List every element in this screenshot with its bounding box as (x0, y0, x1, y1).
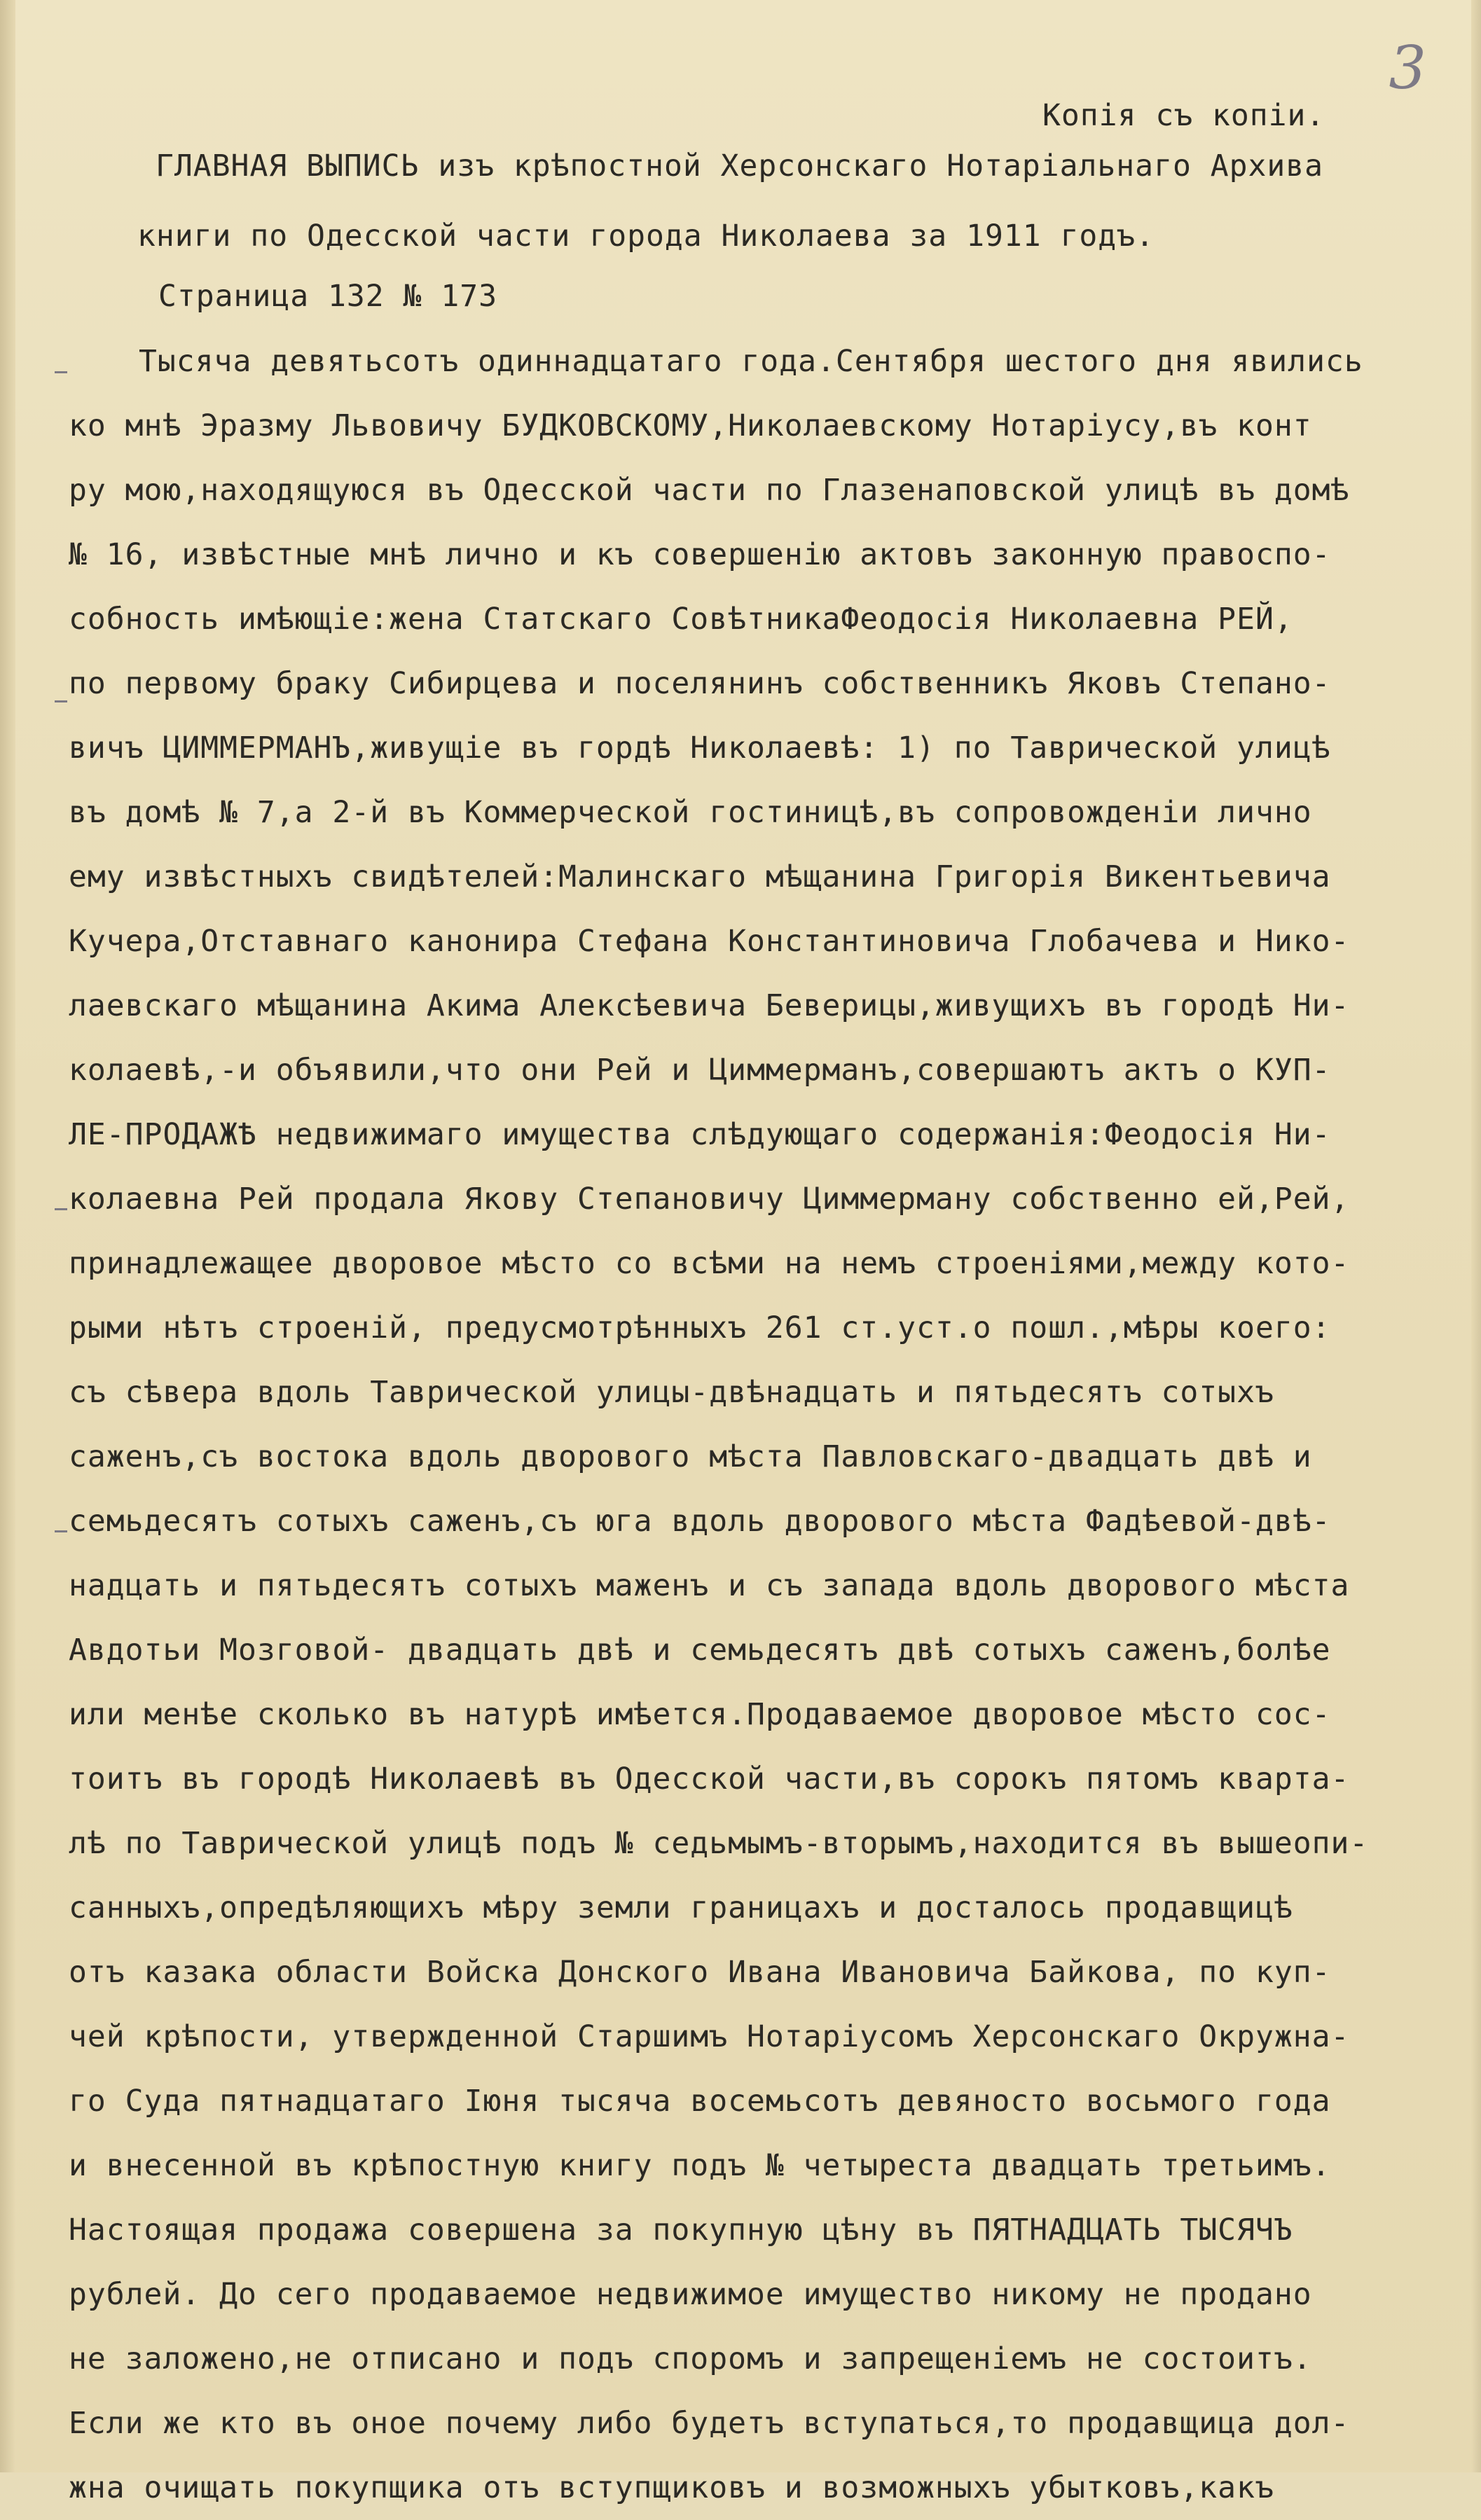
body-line: саженъ,съ востока вдоль дворового мѣста Павловскаго-двадцать двѣ и (69, 1439, 1312, 1474)
copy-note: Копія съ копіи. (1042, 98, 1325, 133)
body-line: собность имѣющіе:жена Статскаго СовѣтникаФеодосія Николаевна РЕЙ, (69, 602, 1293, 637)
body-line: ему извѣстныхъ свидѣтелей:Малинскаго мѣщанина Григорія Викентьевича (69, 859, 1331, 894)
body-line: Кучера,Отставнаго канонира Стефана Константиновича Глобачева и Нико- (69, 924, 1350, 959)
body-line: Настоящая продажа совершена за покупную цѣну въ ПЯТНАДЦАТЬ ТЫСЯЧЪ (69, 2213, 1293, 2248)
body-line: лаевскаго мѣщанина Акима Алексѣевича Беверицы,живущихъ въ городѣ Ни- (69, 988, 1350, 1023)
body-line: № 16, извѣстные мнѣ лично и къ совершенію актовъ законную правоспо- (69, 537, 1331, 572)
body-line: семьдесятъ сотыхъ саженъ,съ юга вдоль дворового мѣста Фадѣевой-двѣ- (69, 1504, 1331, 1539)
body-line: надцать и пятьдесятъ сотыхъ маженъ и съ запада вдоль дворового мѣста (69, 1568, 1350, 1603)
body-line: чей крѣпости, утвержденной Старшимъ Нотаріусомъ Херсонскаго Окружна- (69, 2019, 1350, 2054)
body-line: въ домѣ № 7,а 2-й въ Коммерческой гостиницѣ,въ сопровожденіи лично (69, 795, 1312, 830)
body-line: ру мою,находящуюся въ Одесской части по Глазенаповской улицѣ въ домѣ (69, 473, 1350, 508)
body-line: вичъ ЦИММЕРМАНЪ,живущіе въ гордѣ Николаевѣ: 1) по Таврической улицѣ (69, 731, 1331, 766)
body-line: жна очищать покупщика отъ вступщиковъ и возможныхъ убытковъ,какъ (69, 2470, 1274, 2505)
body-line: или менѣе сколько въ натурѣ имѣется.Продаваемое дворовое мѣсто сос- (69, 1697, 1331, 1732)
body-line: рублей. До сего продаваемое недвижимое имущество никому не продано (69, 2277, 1312, 2312)
body-line: Если же кто въ оное почему либо будетъ вступаться,то продавщица дол- (69, 2406, 1350, 2441)
body-line: не заложено,не отписано и подъ споромъ и запрещеніемъ не состоитъ. (69, 2341, 1312, 2376)
heading-line-1: ГЛАВНАЯ ВЫПИСЬ изъ крѣпостной Херсонскаго Нотаріальнаго Архива (156, 148, 1324, 184)
body-line: тоитъ въ городѣ Николаевѣ въ Одесской части,въ сорокъ пятомъ кварта- (69, 1761, 1350, 1796)
heading-line-2: книги по Одесской части города Николаева за 1911 годъ. (137, 219, 1155, 254)
body-line: съ сѣвера вдоль Таврической улицы-двѣнадцать и пятьдесятъ сотыхъ (69, 1375, 1274, 1410)
body-line: санныхъ,опредѣляющихъ мѣру земли границахъ и досталось продавщицѣ (69, 1890, 1293, 1925)
body-line: рыми нѣтъ строеній, предусмотрѣнныхъ 261 ст.уст.о пошл.,мѣры коего: (69, 1310, 1331, 1345)
margin-mark (55, 700, 67, 702)
body-line: и внесенной въ крѣпостную книгу подъ № четыреста двадцать третьимъ. (69, 2148, 1331, 2183)
margin-mark (55, 371, 67, 373)
body-line: лѣ по Таврической улицѣ подъ № седьмымъ-вторымъ,находится въ вышеопи- (69, 1826, 1369, 1861)
body-line: Тысяча девятьсотъ одиннадцатаго года.Сентября шестого дня явились (139, 344, 1363, 379)
body-line: колаевѣ,-и объявили,что они Рей и Циммерманъ,совершаютъ актъ о КУП- (69, 1053, 1331, 1088)
body-line: по первому браку Сибирцева и поселянинъ собственникъ Яковъ Степано- (69, 666, 1331, 701)
body-line: колаевна Рей продала Якову Степановичу Циммерману собственно ей,Рей, (69, 1182, 1350, 1217)
body-line: Авдотьи Мозговой- двадцать двѣ и семьдесятъ двѣ сотыхъ саженъ,болѣе (69, 1633, 1331, 1668)
page-number: 3 (1389, 34, 1426, 102)
page-edge (1471, 0, 1481, 2472)
document-body (69, 329, 1386, 2520)
margin-mark (55, 1208, 67, 1210)
body-line: го Суда пятнадцатаго Іюня тысяча восемьсотъ девяносто восьмого года (69, 2084, 1331, 2119)
body-line: отъ казака области Войска Донского Ивана Ивановича Байкова, по куп- (69, 1955, 1331, 1990)
margin-mark (55, 1530, 67, 1532)
body-line: принадлежащее дворовое мѣсто со всѣми на немъ строеніями,между кото- (69, 1246, 1350, 1281)
page-reference: Страница 132 № 173 (158, 279, 497, 314)
body-line: ко мнѣ Эразму Львовичу БУДКОВСКОМУ,Николаевскому Нотаріусу,въ конт (69, 408, 1312, 443)
body-line: ЛЕ-ПРОДАЖѢ недвижимаго имущества слѣдующаго содержанія:Феодосія Ни- (69, 1117, 1331, 1152)
